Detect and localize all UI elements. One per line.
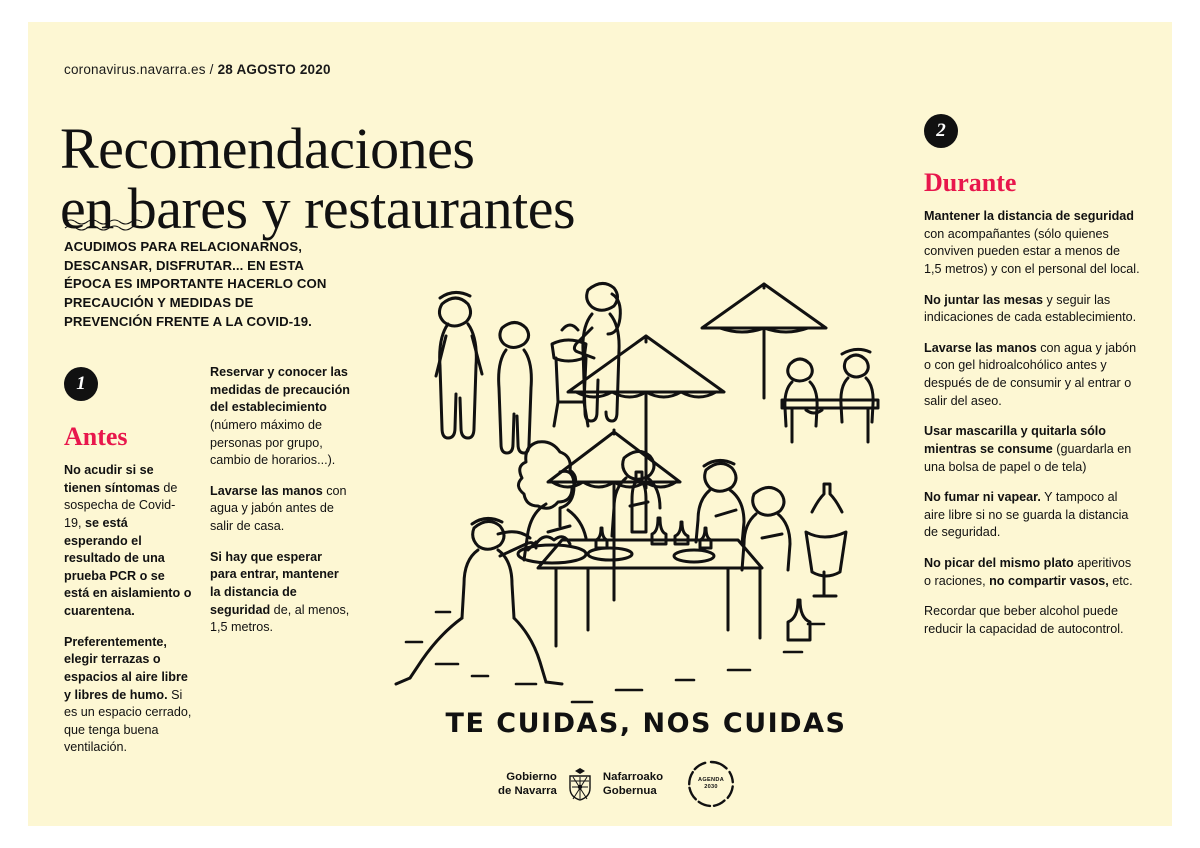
column-durante <box>924 208 1140 652</box>
column-antes-middle <box>210 364 352 650</box>
step-title-antes: Antes <box>64 422 128 451</box>
list-item: No acudir si se tienen síntomas de sospecha de Covid-19, se está esperando el resultado de una prueba PCR o se está en aislamiento o cuarentena. <box>64 463 192 618</box>
poster-canvas <box>28 22 1172 826</box>
agenda-2030-label <box>685 777 737 791</box>
agenda-label-line-2: 2030 <box>704 783 718 790</box>
column-antes-left <box>64 462 192 770</box>
list-item: Usar mascarilla y quitarla sólo mientras se consume (guardarla en una bolsa de papel o de tela) <box>924 424 1132 474</box>
agenda-label-line-1: AGENDA <box>698 777 725 783</box>
gov-eu-line-2: Gobernua <box>602 785 657 797</box>
source-url: coronavirus.navarra.es <box>64 62 206 77</box>
header-kicker <box>64 62 331 77</box>
list-item: Recordar que beber alcohol puede reducir la capacidad de autocontrol. <box>924 604 1124 636</box>
gov-es-line-2: de Navarra <box>498 785 557 797</box>
list-item: Preferentemente, elegir terrazas o espacios al aire libre y libres de humo. Si es un espacio cerrado, que tenga buena ventilación. <box>64 634 192 755</box>
list-item: Reservar y conocer las medidas de precaución del establecimiento (número máximo de personas por grupo, cambio de horarios...). <box>210 365 350 468</box>
squiggle-divider-icon <box>64 218 152 232</box>
intro-paragraph: ACUDIMOS PARA RELACIONARNOS, DESCANSAR, DISFRUTAR... EN ESTA ÉPOCA ES IMPORTANTE HACERLO CON PRECAUCIÓN Y MEDIDAS DE PREVENCIÓN FRENTE A LA COVID-19. <box>64 239 327 329</box>
list-item: No fumar ni vapear. Y tampoco al aire libre si no se guarda la distancia de seguridad. <box>924 490 1129 540</box>
terrace-illustration <box>376 232 896 712</box>
step-title-durante: Durante <box>924 168 1017 197</box>
list-item: No picar del mismo plato aperitivos o raciones, no compartir vasos, etc. <box>924 556 1133 588</box>
kicker-separator: / <box>205 62 218 77</box>
page-title-line-1: Recomendaciones <box>60 115 475 181</box>
step-badge-1: 1 <box>64 367 98 401</box>
list-item: Mantener la distancia de seguridad con acompañantes (sólo quienes conviven pueden estar a menos de 1,5 metros) y con el personal del local. <box>924 209 1140 276</box>
page-title-line-2: en bares y restaurantes <box>60 175 576 241</box>
gov-es-line-1: Gobierno <box>506 770 557 783</box>
footer-logos <box>498 758 798 810</box>
list-item: No juntar las mesas y seguir las indicaciones de cada establecimiento. <box>924 292 1137 325</box>
publication-date: 28 AGOSTO 2020 <box>217 62 331 77</box>
list-item: Lavarse las manos con agua y jabón o con gel hidroalcohólico antes y después de de consumir y al entrar o salir del aseo. <box>924 340 1137 408</box>
gov-navarra-eu <box>603 770 663 799</box>
list-item: Si hay que esperar para entrar, mantener la distancia de seguridad de, al menos, 1,5 metros. <box>210 549 350 635</box>
page-title <box>60 115 700 241</box>
slogan-text: TE CUIDAS, NOS CUIDAS <box>445 708 847 739</box>
gov-navarra-es <box>498 770 557 799</box>
list-item: Lavarse las manos con agua y jabón antes de salir de casa. <box>210 483 347 533</box>
agenda-2030-logo <box>685 758 737 810</box>
gov-eu-line-1: Nafarroako <box>602 770 664 783</box>
navarra-coat-of-arms-icon <box>567 767 593 801</box>
step-badge-2: 2 <box>924 114 958 148</box>
